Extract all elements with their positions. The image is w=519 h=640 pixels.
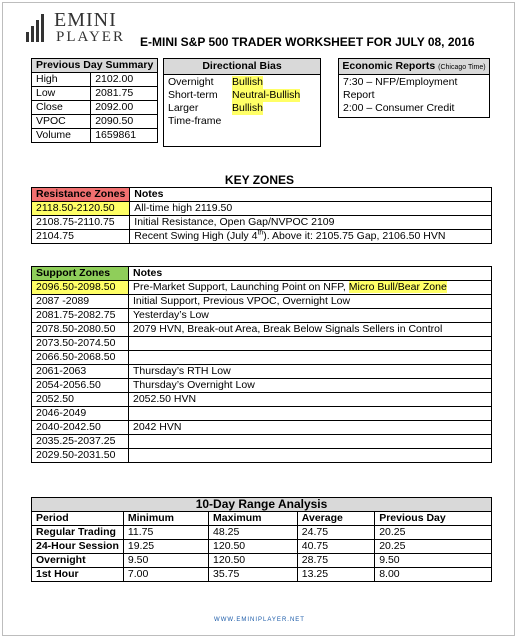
- zone: 2108.75-2110.75: [32, 216, 130, 230]
- report-line: 7:30 – NFP/Employment: [343, 76, 458, 88]
- bar-chart-logo-icon: [26, 14, 48, 42]
- page-title: E-MINI S&P 500 TRADER WORKSHEET FOR JULY 08, 2016: [140, 35, 475, 49]
- note: All-time high 2119.50: [130, 202, 492, 216]
- economic-reports-heading: Economic Reports (Chicago Time): [339, 59, 489, 75]
- range-analysis-table: [31, 497, 492, 582]
- zone: 2052.50: [32, 393, 129, 407]
- column-header: Average: [297, 512, 374, 526]
- zone: 2073.50-2074.50: [32, 337, 129, 351]
- note: Pre-Market Support, Launching Point on NFP, Micro Bull/Bear Zone: [129, 281, 492, 295]
- table-row: [32, 73, 158, 87]
- note: [129, 435, 492, 449]
- zone: 2096.50-2098.50: [32, 281, 129, 295]
- table-row: [32, 365, 492, 379]
- table-row: [32, 435, 492, 449]
- table-row: Regular Trading 11.75 48.25 24.75 20.25: [32, 526, 492, 540]
- zone: 2118.50-2120.50: [32, 202, 130, 216]
- column-header: Maximum: [209, 512, 298, 526]
- table-row: [32, 129, 158, 143]
- zone: 2029.50-2031.50: [32, 449, 129, 463]
- note: Recent Swing High (July 4th). Above it: 2105.75 Gap, 2106.50 HVN: [130, 230, 492, 244]
- logo-text-line2: PLAYER: [56, 29, 125, 45]
- report-line: Report: [343, 89, 375, 101]
- bias-label-overnight: Overnight: [168, 76, 214, 88]
- table-row: [32, 115, 158, 129]
- footer-website-link[interactable]: WWW.EMINIPLAYER.NET: [214, 617, 305, 623]
- table-row: 1st Hour 7.00 35.75 13.25 8.00: [32, 568, 492, 582]
- zone: 2035.25-2037.25: [32, 435, 129, 449]
- bias-label-short-term: Short-term: [168, 89, 218, 101]
- bias-value-overnight: Bullish: [232, 76, 263, 88]
- note: [129, 449, 492, 463]
- table-row: 24-Hour Session 19.25 120.50 40.75 20.25: [32, 540, 492, 554]
- value: 1659861: [91, 129, 158, 143]
- table-row: [32, 393, 492, 407]
- zone: 2046-2049: [32, 407, 129, 421]
- directional-bias-box: [163, 58, 321, 147]
- note: Thursday’s RTH Low: [129, 365, 492, 379]
- note: 2042 HVN: [129, 421, 492, 435]
- note: Thursday’s Overnight Low: [129, 379, 492, 393]
- label: Low: [32, 87, 91, 101]
- table-row: [32, 295, 492, 309]
- range-analysis-heading: 10-Day Range Analysis: [32, 498, 492, 512]
- label: Close: [32, 101, 91, 115]
- table-row: [32, 323, 492, 337]
- eminiplayer-logo: [26, 10, 138, 44]
- label: VPOC: [32, 115, 91, 129]
- column-header: Period: [32, 512, 124, 526]
- support-zones-table: [31, 266, 492, 463]
- column-header: Previous Day: [375, 512, 492, 526]
- resistance-heading: Resistance Zones: [32, 188, 130, 202]
- value: 2090.50: [91, 115, 158, 129]
- note: Yesterday’s Low: [129, 309, 492, 323]
- note: [129, 351, 492, 365]
- table-row: [32, 101, 158, 115]
- logo-text-line1: EMINI: [54, 9, 117, 31]
- zone: 2087 -2089: [32, 295, 129, 309]
- support-heading: Support Zones: [32, 267, 129, 281]
- note: 2052.50 HVN: [129, 393, 492, 407]
- note: 2079 HVN, Break-out Area, Break Below Signals Sellers in Control: [129, 323, 492, 337]
- table-row: [32, 407, 492, 421]
- note: Initial Support, Previous VPOC, Overnight Low: [129, 295, 492, 309]
- report-line: 2:00 – Consumer Credit: [343, 102, 455, 114]
- table-row: [32, 379, 492, 393]
- previous-day-heading: Previous Day Summary: [32, 59, 158, 73]
- zone: 2078.50-2080.50: [32, 323, 129, 337]
- label: High: [32, 73, 91, 87]
- bias-value-larger: Bullish: [232, 102, 263, 114]
- zone: 2066.50-2068.50: [32, 351, 129, 365]
- notes-heading: Notes: [130, 188, 492, 202]
- zone: 2061-2063: [32, 365, 129, 379]
- table-row: [32, 337, 492, 351]
- table-row: [32, 281, 492, 295]
- table-row: Overnight 9.50 120.50 28.75 9.50: [32, 554, 492, 568]
- value: 2081.75: [91, 87, 158, 101]
- table-row: [32, 351, 492, 365]
- notes-heading: Notes: [129, 267, 492, 281]
- economic-reports-box: [338, 58, 490, 118]
- label: Volume: [32, 129, 91, 143]
- value: 2092.00: [91, 101, 158, 115]
- previous-day-summary-table: [31, 58, 158, 143]
- table-row: [32, 87, 158, 101]
- table-row: [32, 309, 492, 323]
- zone: 2104.75: [32, 230, 130, 244]
- resistance-zones-table: [31, 187, 492, 244]
- table-row: [32, 202, 492, 216]
- note: [129, 337, 492, 351]
- note: Initial Resistance, Open Gap/NVPOC 2109: [130, 216, 492, 230]
- table-row: [32, 230, 492, 244]
- note: [129, 407, 492, 421]
- table-row: [32, 421, 492, 435]
- bias-label-larger: Larger Time-frame: [168, 102, 222, 127]
- key-zones-title: KEY ZONES: [224, 173, 295, 187]
- zone: 2081.75-2082.75: [32, 309, 129, 323]
- column-header: Minimum: [123, 512, 208, 526]
- value: 2102.00: [91, 73, 158, 87]
- table-row: [32, 449, 492, 463]
- zone: 2054-2056.50: [32, 379, 129, 393]
- table-row: [32, 216, 492, 230]
- bias-value-short-term: Neutral-Bullish: [232, 89, 301, 101]
- zone: 2040-2042.50: [32, 421, 129, 435]
- directional-bias-heading: Directional Bias: [164, 59, 320, 75]
